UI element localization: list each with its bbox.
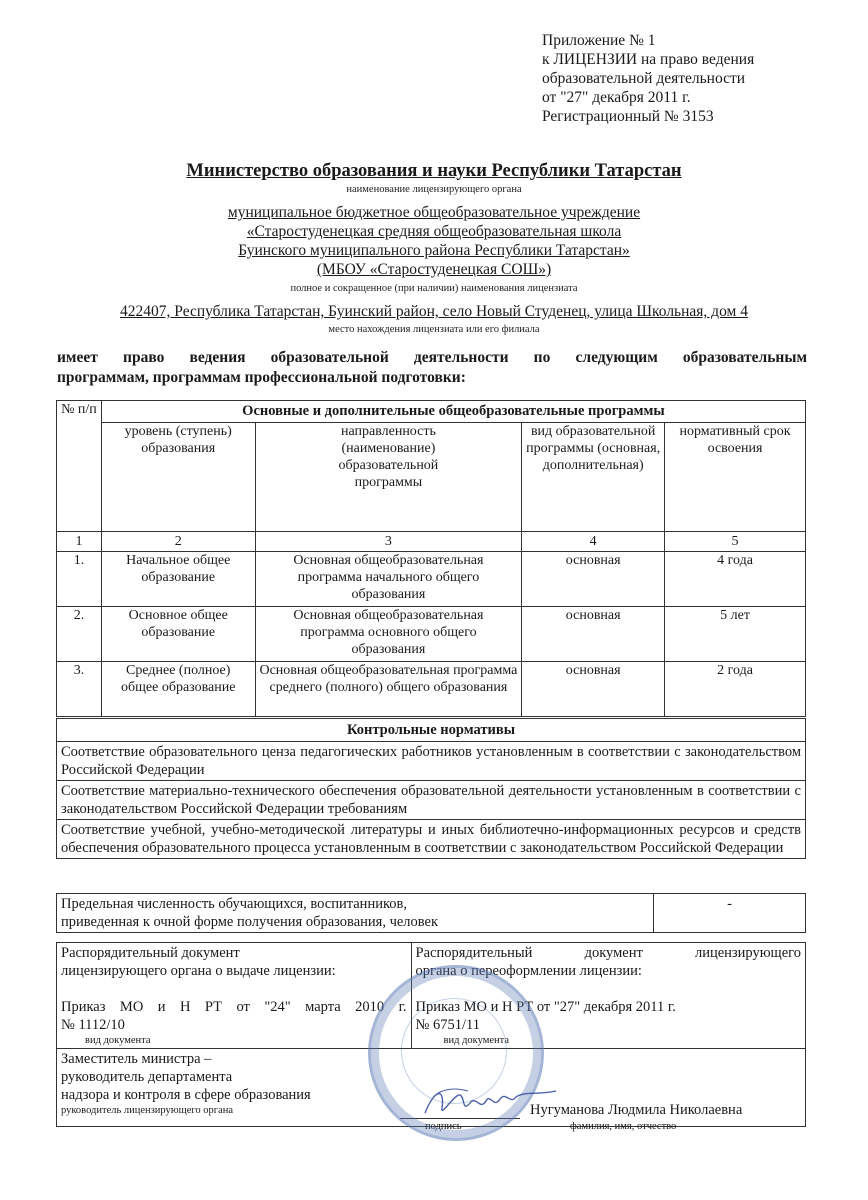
- ministry-title: Министерство образования и науки Республики Татарстан: [186, 161, 682, 181]
- signatory-position-caption: руководитель лицензирующего органа: [61, 1105, 234, 1116]
- reissue-title-line: Распорядительный документ лицензирующего: [415, 945, 801, 961]
- row-num: 2.: [57, 607, 102, 662]
- student-limit-value: -: [654, 894, 806, 933]
- licensee-line: Буинского муниципального района Республики Татарстан»: [238, 242, 630, 259]
- signatory-position-line: Заместитель министра –: [61, 1051, 212, 1067]
- student-limit-label: [57, 894, 654, 933]
- row-term: 5 лет: [665, 607, 806, 662]
- reissue-document-cell: [411, 943, 805, 1049]
- row-type: основная: [522, 552, 665, 607]
- row-type: основная: [522, 662, 665, 717]
- appendix-line: от "27" декабря 2011 г.: [542, 89, 691, 106]
- column-number: 2: [101, 532, 255, 552]
- reissue-order-line: Приказ МО и Н РТ от "27" декабря 2011 г.: [415, 999, 676, 1015]
- appendix-line: Регистрационный № 3153: [542, 108, 714, 125]
- row-level: Начальное общее образование: [101, 552, 255, 607]
- row-program-name: Основная общеобразовательная программа основного общего образования: [255, 607, 522, 662]
- issue-document-cell: [57, 943, 412, 1049]
- group-header: Основные и дополнительные общеобразовательные программы: [101, 401, 805, 423]
- licensee-name: [0, 203, 868, 279]
- appendix-header: [542, 31, 842, 126]
- licensee-address: 422407, Республика Татарстан, Буинский район, село Новый Студенец, улица Школьная, дом 4: [120, 303, 748, 320]
- table-row: [57, 607, 806, 662]
- licensee-line: муниципальное бюджетное общеобразовательное учреждение: [227, 204, 641, 221]
- table-row: [57, 820, 806, 859]
- appendix-line: Приложение № 1: [542, 32, 656, 49]
- column-number-row: [57, 532, 806, 552]
- signatory-position-line: руководитель департамента: [61, 1069, 233, 1085]
- signatory-name: Нугуманова Людмила Николаевна: [530, 1102, 743, 1118]
- col-header-level: уровень (ступень) образования: [101, 423, 255, 532]
- licensee-caption: полное и сокращенное (при наличии) наименования лицензиата: [290, 283, 578, 294]
- issue-doc-caption: вид документа: [85, 1035, 151, 1046]
- table-row: [57, 662, 806, 717]
- intro-line-2: программам, программам профессиональной подготовки:: [57, 369, 466, 386]
- student-limit-table: [56, 893, 806, 933]
- row-term: 2 года: [665, 662, 806, 717]
- num-header: № п/п: [57, 401, 102, 532]
- col-header-type: вид образовательной программы (основная, дополнительная): [522, 423, 665, 532]
- column-number: 5: [665, 532, 806, 552]
- signatory-position-line: надзора и контроля в сфере образования: [61, 1087, 311, 1103]
- issue-title-line: Распорядительный документ: [61, 945, 240, 961]
- row-num: 3.: [57, 662, 102, 717]
- documents-table: [56, 942, 806, 1127]
- reissue-doc-caption: вид документа: [443, 1035, 510, 1046]
- row-num: 1.: [57, 552, 102, 607]
- reissue-order-number: № 6751/11: [415, 1017, 480, 1033]
- reissue-title-line: органа о переоформлении лицензии:: [415, 963, 642, 979]
- column-number: 4: [522, 532, 665, 552]
- signature-caption: подпись: [425, 1121, 462, 1132]
- control-norm-item: Соответствие материально-технического обеспечения образовательной деятельности установленным в соответствии с законодательством Российской Федерации требованиям: [57, 781, 806, 820]
- control-norms-table: [56, 718, 806, 859]
- table-row: [57, 781, 806, 820]
- row-term: 4 года: [665, 552, 806, 607]
- table-row: [57, 552, 806, 607]
- issue-title-line: лицензирующего органа о выдаче лицензии:: [61, 963, 336, 979]
- appendix-line: образовательной деятельности: [542, 70, 746, 87]
- issue-order-line: Приказ МО и Н РТ от "24" марта 2010 г.: [61, 999, 407, 1015]
- limit-label-line: Предельная численность обучающихся, воспитанников,: [61, 896, 407, 912]
- appendix-line: к ЛИЦЕНЗИИ на право ведения: [542, 51, 755, 68]
- row-type: основная: [522, 607, 665, 662]
- row-level: Основное общее образование: [101, 607, 255, 662]
- control-norm-item: Соответствие учебной, учебно-методической литературы и иных библиотечно-информационных ресурсов и средств обеспечения образовательного процесса установленным в соответствии с законодательством Российской Федерации: [57, 820, 806, 859]
- licensee-line: (МБОУ «Старостуденецкая СОШ»): [316, 261, 552, 278]
- limit-label-line: приведенная к очной форме получения образования, человек: [61, 914, 439, 930]
- signature-line: [400, 1118, 520, 1119]
- col-header-term: нормативный срок освоения: [665, 423, 806, 532]
- table-row: [57, 742, 806, 781]
- row-program-name: Основная общеобразовательная программа начального общего образования: [255, 552, 522, 607]
- column-number: 1: [57, 532, 102, 552]
- control-norms-header: Контрольные нормативы: [57, 719, 806, 742]
- signatory-name-caption: фамилия, имя, отчество: [570, 1121, 677, 1132]
- row-level: Среднее (полное) общее образование: [101, 662, 255, 717]
- col-header-name: направленность (наименование) образовательной программы: [255, 423, 522, 532]
- control-norm-item: Соответствие образовательного ценза педагогических работников установленным в соответствии с законодательством Российской Федерации: [57, 742, 806, 781]
- row-program-name: Основная общеобразовательная программа среднего (полного) общего образования: [255, 662, 522, 717]
- column-number: 3: [255, 532, 522, 552]
- address-caption: место нахождения лицензиата или его филиала: [328, 324, 540, 335]
- intro-statement: [57, 348, 807, 388]
- intro-line-1: имеет право ведения образовательной деятельности по следующим образовательным: [57, 349, 807, 366]
- issue-order-number: № 1112/10: [61, 1017, 125, 1033]
- ministry-caption: наименование лицензирующего органа: [346, 184, 522, 195]
- licensee-line: «Старостуденецкая средняя общеобразовательная школа: [246, 223, 622, 240]
- programs-table: [56, 400, 806, 717]
